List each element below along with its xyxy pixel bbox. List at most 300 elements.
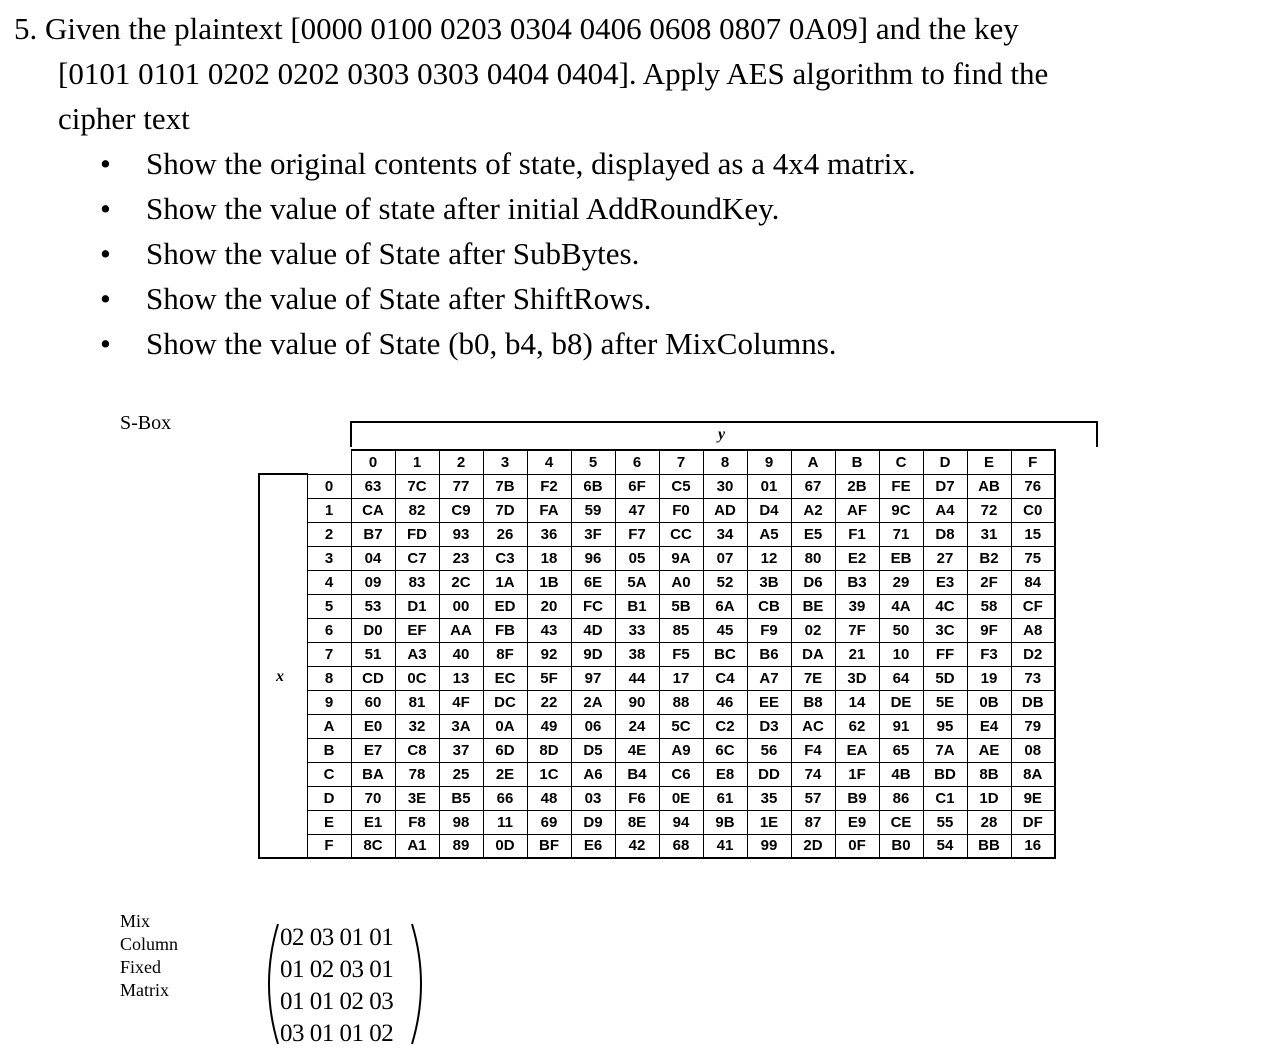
sbox-cell: 3D [835,666,879,690]
sbox-cell: 23 [439,546,483,570]
sbox-cell: 80 [791,546,835,570]
sbox-cell: 73 [1011,666,1055,690]
sbox-cell: B0 [879,834,923,858]
sbox-cell: 35 [747,786,791,810]
sbox-cell: 7F [835,618,879,642]
sbox-col-header: 5 [571,450,615,474]
sbox-cell: 5C [659,714,703,738]
sbox-cell: D7 [923,474,967,498]
sbox-cell: 78 [395,762,439,786]
sbox-cell: 90 [615,690,659,714]
sbox-cell: BC [703,642,747,666]
sbox-row-header: 0 [307,474,351,498]
sbox-cell: E0 [351,714,395,738]
sbox-cell: AA [439,618,483,642]
sbox-cell: B6 [747,642,791,666]
sbox-cell: 10 [879,642,923,666]
sbox-cell: 84 [1011,570,1055,594]
sbox-cell: 67 [791,474,835,498]
sbox-cell: 9E [1011,786,1055,810]
sbox-cell: DA [791,642,835,666]
sbox-cell: C0 [1011,498,1055,522]
sbox-cell: EC [483,666,527,690]
sbox-row [259,810,1055,834]
sbox-col-header: E [967,450,1011,474]
sbox-cell: BA [351,762,395,786]
sbox-cell: 31 [967,522,1011,546]
sbox-cell: 43 [527,618,571,642]
sbox-cell: C2 [703,714,747,738]
sbox-cell: 65 [879,738,923,762]
sbox-cell: 82 [395,498,439,522]
matrix-row: 01 01 02 03 [280,988,394,1015]
sbox-cell: 61 [703,786,747,810]
sbox-cell: E3 [923,570,967,594]
sbox-cell: 03 [571,786,615,810]
sbox-cell: E7 [351,738,395,762]
sbox-cell: 97 [571,666,615,690]
mix-column-matrix [258,920,430,1048]
sbox-cell: 2F [967,570,1011,594]
sbox-cell: F5 [659,642,703,666]
sbox-cell: C7 [395,546,439,570]
sbox-cell: 5F [527,666,571,690]
sbox-cell: 27 [923,546,967,570]
sbox-row [259,618,1055,642]
sbox-cell: D6 [791,570,835,594]
matrix-row: 01 02 03 01 [280,956,394,983]
sbox-cell: A9 [659,738,703,762]
sbox-cell: 70 [351,786,395,810]
task-item: • Show the value of State after ShiftRows. [14,276,1264,321]
sbox-cell: 09 [351,570,395,594]
sbox-cell: F2 [527,474,571,498]
sbox-cell: 88 [659,690,703,714]
sbox-cell: 6B [571,474,615,498]
sbox-cell: 51 [351,642,395,666]
sbox-cell: 21 [835,642,879,666]
sbox-row [259,738,1055,762]
sbox-row [259,594,1055,618]
matrix-row: 03 01 01 02 [280,1020,394,1047]
bullet-icon: • [100,281,111,316]
sbox-cell: D2 [1011,642,1055,666]
sbox-cell: 8B [967,762,1011,786]
sbox-cell: 37 [439,738,483,762]
sbox-cell: 92 [527,642,571,666]
sbox-cell: 1C [527,762,571,786]
sbox-cell: 7A [923,738,967,762]
sbox-cell: 8A [1011,762,1055,786]
sbox-cell: B4 [615,762,659,786]
sbox-row [259,786,1055,810]
sbox-cell: 25 [439,762,483,786]
sbox-cell: EF [395,618,439,642]
sbox-cell: 69 [527,810,571,834]
bullet-icon: • [100,236,111,271]
sbox-cell: 9A [659,546,703,570]
sbox-cell: 40 [439,642,483,666]
sbox-cell: 0A [483,714,527,738]
sbox-cell: 71 [879,522,923,546]
sbox-cell: F8 [395,810,439,834]
sbox-cell: 5D [923,666,967,690]
sbox-cell: CE [879,810,923,834]
sbox-cell: 44 [615,666,659,690]
sbox-cell: 33 [615,618,659,642]
sbox-cell: 2C [439,570,483,594]
sbox-cell: D1 [395,594,439,618]
task-item: • Show the value of State after SubBytes. [14,231,1264,276]
sbox-cell: 47 [615,498,659,522]
sbox-cell: 87 [791,810,835,834]
sbox-row-header: 4 [307,570,351,594]
sbox-cell: A3 [395,642,439,666]
sbox-cell: 95 [923,714,967,738]
matrix-row: 02 03 01 01 [280,924,394,951]
sbox-cell: CF [1011,594,1055,618]
sbox-cell: 89 [439,834,483,858]
sbox-cell: 48 [527,786,571,810]
sbox-row-header: D [307,786,351,810]
sbox-cell: A5 [747,522,791,546]
sbox-cell: BD [923,762,967,786]
sbox-cell: 42 [615,834,659,858]
sbox-cell: 01 [747,474,791,498]
sbox-cell: 3A [439,714,483,738]
sbox-cell: DC [483,690,527,714]
sbox-cell: 45 [703,618,747,642]
sbox-cell: C1 [923,786,967,810]
sbox-row-header: B [307,738,351,762]
sbox-cell: A8 [1011,618,1055,642]
sbox-cell: 18 [527,546,571,570]
sbox-cell: 60 [351,690,395,714]
sbox-cell: F1 [835,522,879,546]
sbox-cell: 3C [923,618,967,642]
sbox-col-header: C [879,450,923,474]
sbox-cell: 96 [571,546,615,570]
sbox-cell: 7D [483,498,527,522]
sbox-cell: FC [571,594,615,618]
task-item: • Show the value of state after initial AddRoundKey. [14,186,1264,231]
sbox-cell: 00 [439,594,483,618]
sbox-row-header: C [307,762,351,786]
sbox-cell: A0 [659,570,703,594]
sbox-cell: 20 [527,594,571,618]
sbox-cell: FA [527,498,571,522]
sbox-cell: 08 [1011,738,1055,762]
sbox-cell: A1 [395,834,439,858]
sbox-cell: CD [351,666,395,690]
sbox-cell: DB [1011,690,1055,714]
sbox-cell: 15 [1011,522,1055,546]
sbox-cell: 9C [879,498,923,522]
sbox-cell: 63 [351,474,395,498]
sbox-row-header: 9 [307,690,351,714]
sbox-cell: FB [483,618,527,642]
sbox-cell: 8C [351,834,395,858]
sbox-cell: D3 [747,714,791,738]
sbox-cell: 6A [703,594,747,618]
sbox-cell: 66 [483,786,527,810]
sbox-cell: B9 [835,786,879,810]
sbox-cell: 83 [395,570,439,594]
sbox-cell: 04 [351,546,395,570]
sbox-cell: 1A [483,570,527,594]
sbox-col-header: 0 [351,450,395,474]
sbox-col-header: 3 [483,450,527,474]
sbox-cell: CC [659,522,703,546]
bullet-icon: • [100,326,111,361]
sbox-cell: EB [879,546,923,570]
sbox-cell: 4F [439,690,483,714]
sbox-cell: B7 [351,522,395,546]
sbox-cell: 8D [527,738,571,762]
sbox-cell: AD [703,498,747,522]
sbox-cell: 64 [879,666,923,690]
sbox-cell: 4C [923,594,967,618]
sbox-cell: 4D [571,618,615,642]
sbox-cell: 79 [1011,714,1055,738]
sbox-cell: 36 [527,522,571,546]
sbox-row [259,834,1055,858]
sbox-label: S-Box [120,412,172,434]
sbox-cell: 32 [395,714,439,738]
sbox-cell: EE [747,690,791,714]
sbox-col-header: 8 [703,450,747,474]
sbox-cell: F0 [659,498,703,522]
sbox-cell: BE [791,594,835,618]
sbox-table [258,449,1056,859]
sbox-cell: D8 [923,522,967,546]
sbox-cell: C3 [483,546,527,570]
sbox-cell: A4 [923,498,967,522]
sbox-cell: 9D [571,642,615,666]
sbox-col-header: A [791,450,835,474]
sbox-cell: 2B [835,474,879,498]
sbox-row-header: F [307,834,351,858]
sbox-cell: 49 [527,714,571,738]
sbox-cell: F3 [967,642,1011,666]
question-line-2: [0101 0101 0202 0202 0303 0303 0404 0404]. Apply AES algorithm to find the [58,56,1049,91]
sbox-cell: 59 [571,498,615,522]
sbox-cell: 1B [527,570,571,594]
sbox-cell: 6E [571,570,615,594]
sbox-cell: 0F [835,834,879,858]
sbox-x-axis-label: x [276,668,284,685]
sbox-y-axis-label: y [718,426,726,443]
sbox-cell: AC [791,714,835,738]
sbox-cell: 54 [923,834,967,858]
sbox-cell: AE [967,738,1011,762]
sbox-cell: F9 [747,618,791,642]
sbox-cell: DD [747,762,791,786]
sbox-cell: 6C [703,738,747,762]
sbox-cell: E9 [835,810,879,834]
sbox-cell: 74 [791,762,835,786]
sbox-row [259,666,1055,690]
sbox-cell: B3 [835,570,879,594]
sbox-cell: A7 [747,666,791,690]
sbox-cell: BF [527,834,571,858]
sbox-cell: 06 [571,714,615,738]
sbox-cell: 57 [791,786,835,810]
sbox-cell: 2E [483,762,527,786]
sbox-cell: D5 [571,738,615,762]
sbox-col-header: D [923,450,967,474]
sbox-row-header: 6 [307,618,351,642]
sbox-cell: 39 [835,594,879,618]
sbox-corner [307,450,351,474]
sbox-col-header: 9 [747,450,791,474]
mix-column-label: Mix Column Fixed Matrix [120,911,179,1000]
sbox-cell: 05 [615,546,659,570]
sbox-cell: A2 [791,498,835,522]
sbox-cell: E6 [571,834,615,858]
sbox-cell: 3F [571,522,615,546]
sbox-x-axis-cell [259,474,307,858]
bullet-icon: • [100,146,111,181]
sbox-row [259,474,1055,498]
sbox-col-header: 6 [615,450,659,474]
sbox-col-header: 7 [659,450,703,474]
sbox-cell: 11 [483,810,527,834]
question-line-3: cipher text [58,101,190,136]
sbox-cell: 12 [747,546,791,570]
sbox-cell: 99 [747,834,791,858]
sbox-cell: 68 [659,834,703,858]
sbox-cell: 75 [1011,546,1055,570]
sbox-cell: B5 [439,786,483,810]
sbox-corner [259,450,307,474]
sbox-cell: 62 [835,714,879,738]
sbox-cell: FE [879,474,923,498]
sbox-row-header: A [307,714,351,738]
sbox-col-header: F [1011,450,1055,474]
sbox-cell: F6 [615,786,659,810]
sbox-cell: B1 [615,594,659,618]
sbox-cell: 81 [395,690,439,714]
sbox-cell: 4E [615,738,659,762]
sbox-cell: 9F [967,618,1011,642]
sbox-cell: 0E [659,786,703,810]
sbox-cell: C6 [659,762,703,786]
sbox-cell: 38 [615,642,659,666]
sbox-cell: 0B [967,690,1011,714]
question-block [14,6,1264,366]
sbox-col-header: 2 [439,450,483,474]
sbox-cell: BB [967,834,1011,858]
sbox-cell: E4 [967,714,1011,738]
sbox-cell: 1F [835,762,879,786]
sbox-cell: E1 [351,810,395,834]
sbox-cell: FF [923,642,967,666]
sbox-cell: 0D [483,834,527,858]
sbox-cell: 8E [615,810,659,834]
sbox-cell: C5 [659,474,703,498]
sbox-cell: 2A [571,690,615,714]
sbox-cell: 13 [439,666,483,690]
sbox-cell: 5A [615,570,659,594]
sbox-cell: 7C [395,474,439,498]
sbox-cell: 0C [395,666,439,690]
sbox-cell: C4 [703,666,747,690]
right-bracket [412,924,421,1044]
sbox-cell: DE [879,690,923,714]
task-list [14,141,1264,366]
sbox-row-header: 1 [307,498,351,522]
sbox-cell: 02 [791,618,835,642]
sbox-cell: 24 [615,714,659,738]
sbox-cell: 93 [439,522,483,546]
left-bracket [269,924,278,1044]
sbox-cell: EA [835,738,879,762]
question-line-1: 5. Given the plaintext [0000 0100 0203 0304 0406 0608 0807 0A09] and the key [14,11,1019,46]
sbox-cell: 07 [703,546,747,570]
sbox-cell: B2 [967,546,1011,570]
sbox-cell: 77 [439,474,483,498]
sbox-cell: 26 [483,522,527,546]
sbox-cell: 72 [967,498,1011,522]
sbox-cell: 56 [747,738,791,762]
sbox-cell: A6 [571,762,615,786]
sbox-row-header: E [307,810,351,834]
sbox-row-header: 5 [307,594,351,618]
sbox-cell: F7 [615,522,659,546]
sbox-col-header: 4 [527,450,571,474]
sbox-cell: 8F [483,642,527,666]
sbox-row [259,522,1055,546]
sbox-cell: E2 [835,546,879,570]
sbox-cell: 2D [791,834,835,858]
sbox-cell: 52 [703,570,747,594]
sbox-cell: 1E [747,810,791,834]
sbox-row [259,498,1055,522]
sbox-cell: 30 [703,474,747,498]
task-item: • Show the original contents of state, displayed as a 4x4 matrix. [14,141,1264,186]
sbox-cell: 19 [967,666,1011,690]
sbox-cell: AF [835,498,879,522]
sbox-cell: B8 [791,690,835,714]
sbox-cell: 5E [923,690,967,714]
task-item: • Show the value of State (b0, b4, b8) after MixColumns. [14,321,1264,366]
sbox-cell: C8 [395,738,439,762]
sbox-cell: 34 [703,522,747,546]
sbox-cell: 29 [879,570,923,594]
sbox-cell: D4 [747,498,791,522]
sbox-row-header: 7 [307,642,351,666]
sbox-cell: 4B [879,762,923,786]
sbox-row [259,714,1055,738]
sbox-cell: 6F [615,474,659,498]
sbox-cell: E5 [791,522,835,546]
sbox-cell: 6D [483,738,527,762]
sbox-cell: 41 [703,834,747,858]
sbox-row [259,690,1055,714]
sbox-cell: 85 [659,618,703,642]
sbox-row [259,642,1055,666]
sbox-col-header: 1 [395,450,439,474]
sbox-cell: 5B [659,594,703,618]
sbox-cell: D9 [571,810,615,834]
sbox-cell: 98 [439,810,483,834]
sbox-cell: 17 [659,666,703,690]
sbox-cell: E8 [703,762,747,786]
sbox-cell: 91 [879,714,923,738]
sbox-cell: 76 [1011,474,1055,498]
sbox-cell: FD [395,522,439,546]
